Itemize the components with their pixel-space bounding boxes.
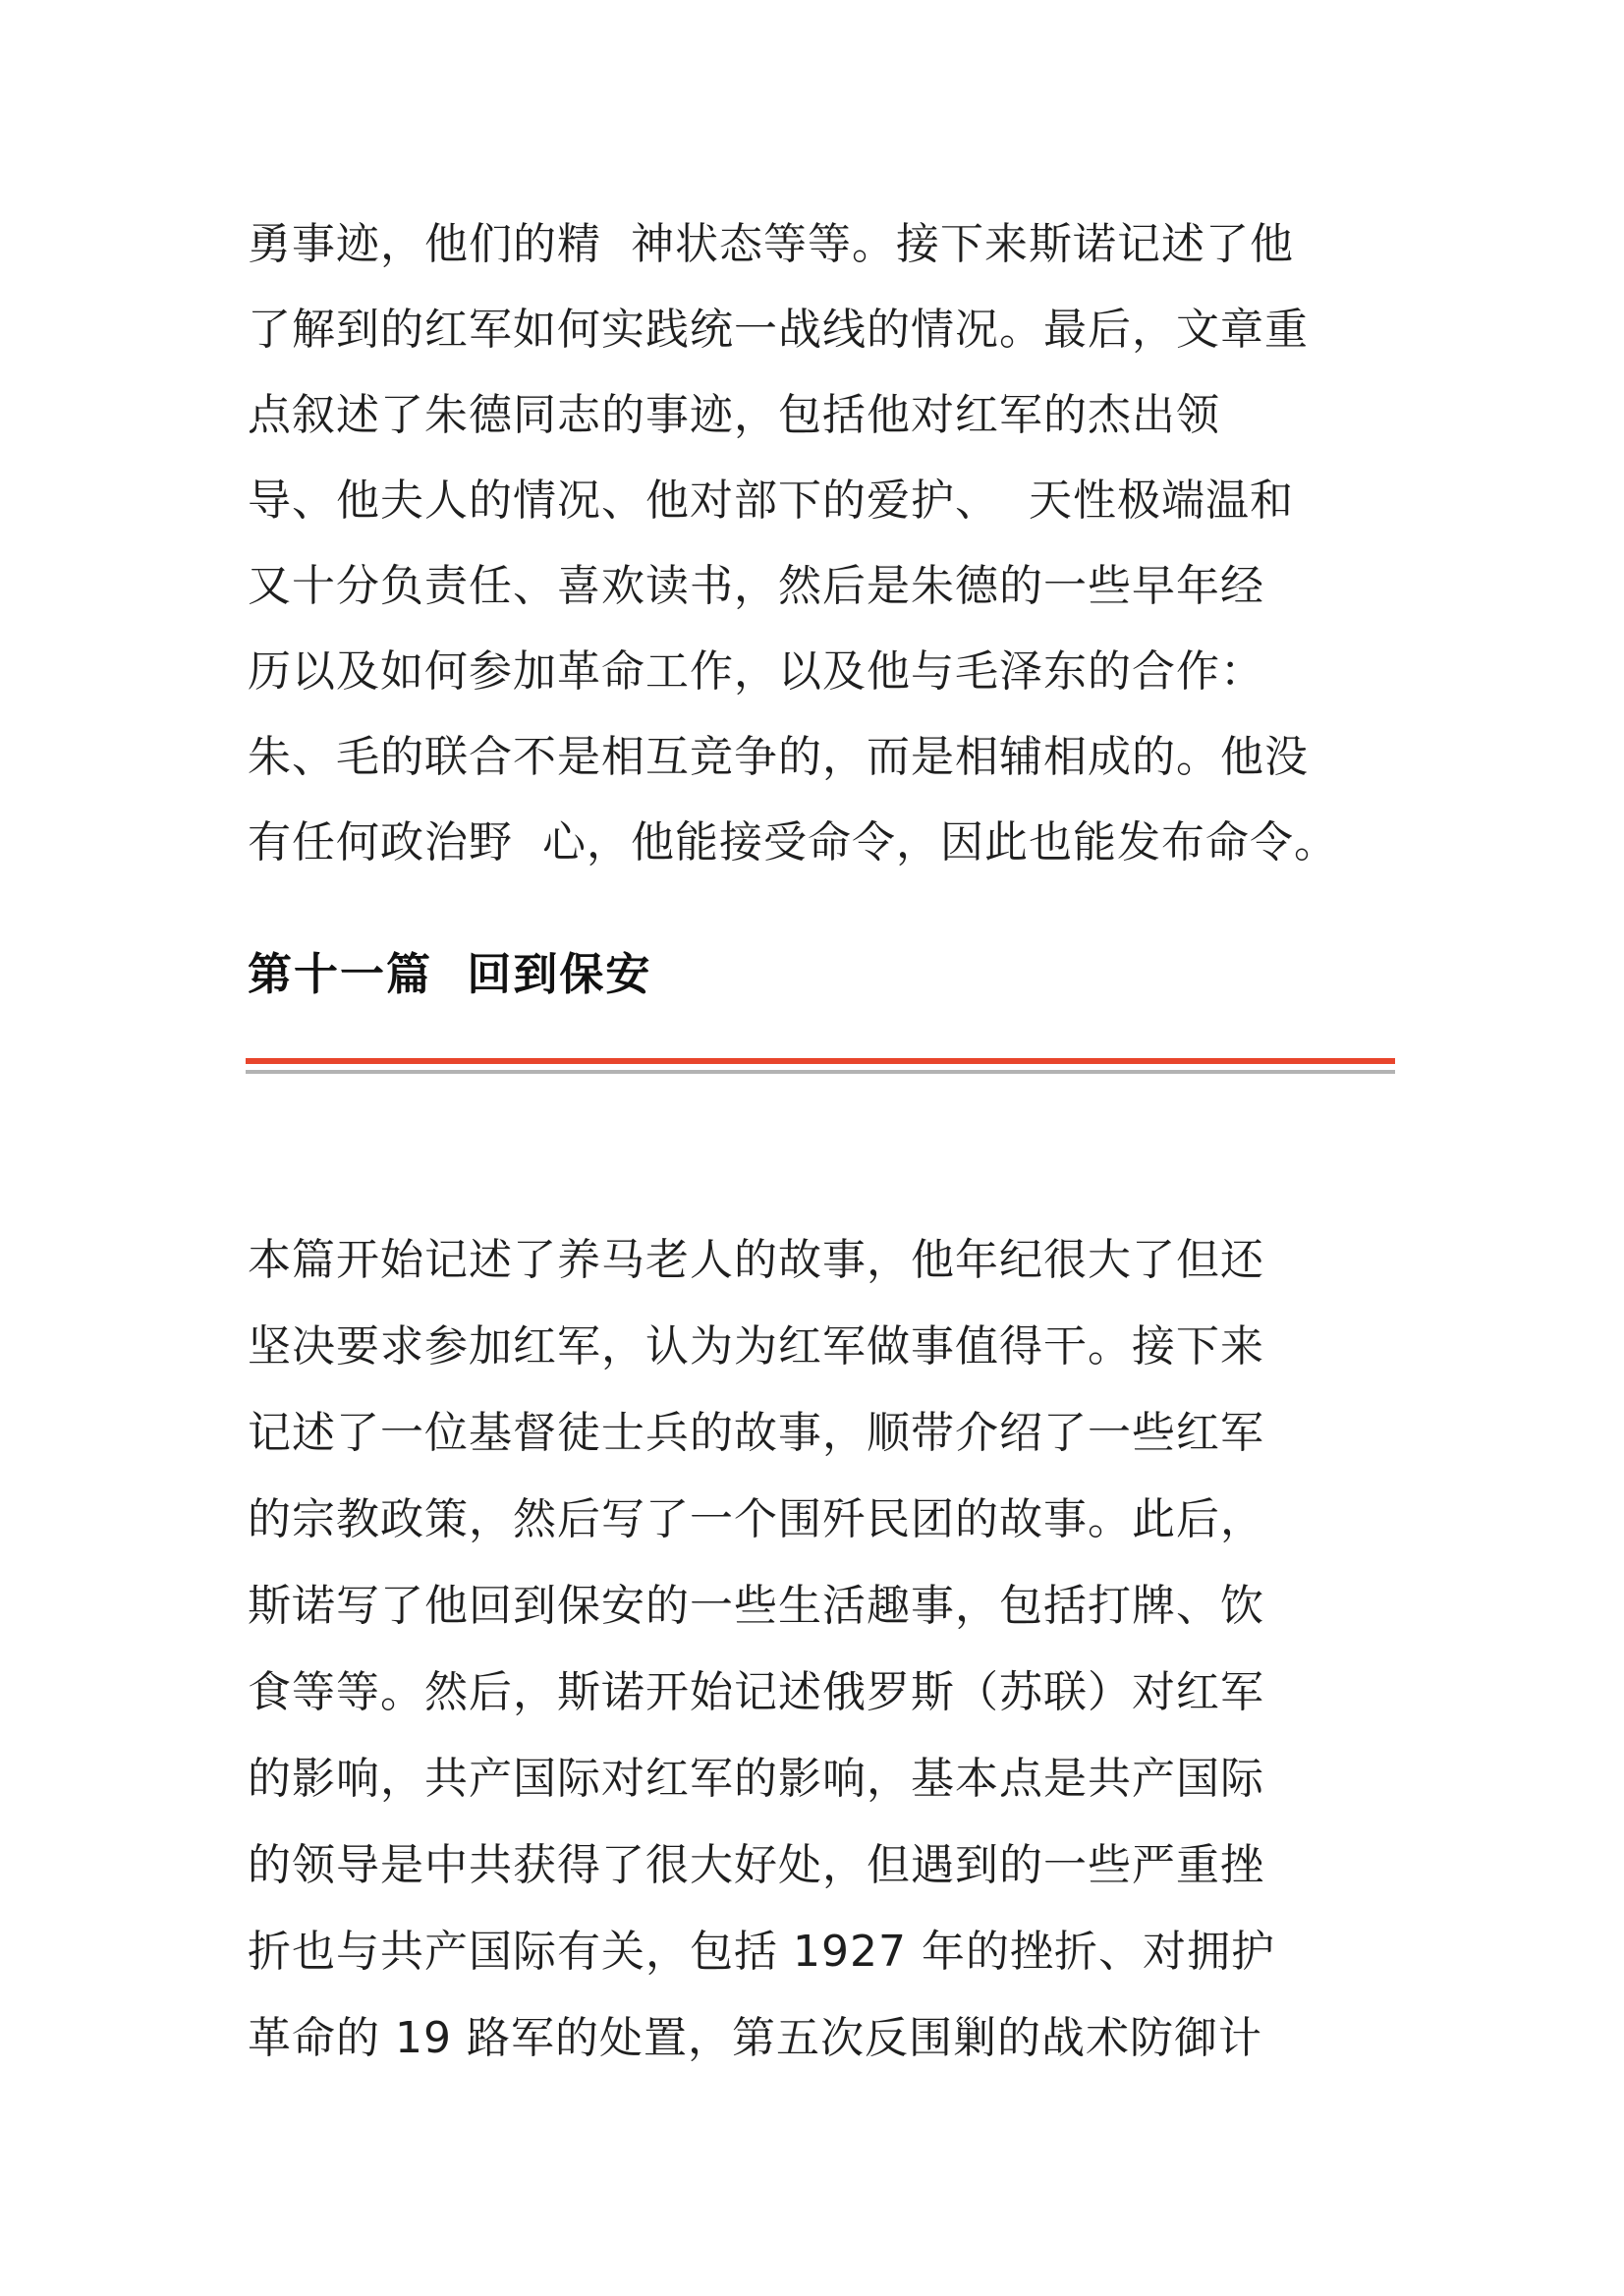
text-line: 导、他夫人的情况、他对部下的爱护、 天性极端温和 bbox=[248, 476, 1294, 526]
text-line: 的影响，共产国际对红军的影响，基本点是共产国际 bbox=[248, 1754, 1264, 1804]
text-line: 斯诺写了他回到保安的一些生活趣事，包括打牌、饮 bbox=[248, 1581, 1264, 1631]
heading-divider-red bbox=[246, 1058, 1395, 1064]
text-line: 食等等。然后，斯诺开始记述俄罗斯（苏联）对红军 bbox=[248, 1667, 1264, 1717]
text-line: 又十分负责任、喜欢读书，然后是朱德的一些早年经 bbox=[248, 561, 1264, 611]
section-heading: 第十一篇 回到保安 bbox=[248, 948, 652, 1000]
text-line: 折也与共产国际有关，包括 1927 年的挫折、对拥护 bbox=[248, 1927, 1275, 1977]
text-line: 点叙述了朱德同志的事迹，包括他对红军的杰出领 bbox=[248, 390, 1220, 440]
text-line: 勇事迹，他们的精 神状态等等。接下来斯诺记述了他 bbox=[248, 219, 1294, 269]
text-line: 有任何政治野 心，他能接受命令，因此也能发布命令。 bbox=[248, 817, 1338, 868]
text-line: 了解到的红军如何实践统一战线的情况。最后，文章重 bbox=[248, 305, 1309, 355]
paragraph-return-to-baoan bbox=[248, 1224, 1397, 2089]
text-line: 的宗教政策，然后写了一个围歼民团的故事。此后， bbox=[248, 1494, 1264, 1544]
text-line: 记述了一位基督徒士兵的故事，顺带介绍了一些红军 bbox=[248, 1408, 1264, 1458]
text-line: 坚决要求参加红军，认为为红军做事值得干。接下来 bbox=[248, 1321, 1264, 1372]
text-line: 历以及如何参加革命工作，以及他与毛泽东的合作： bbox=[248, 646, 1264, 697]
text-line: 革命的 19 路军的处置，第五次反围剿的战术防御计 bbox=[248, 2013, 1262, 2063]
text-line: 本篇开始记述了养马老人的故事，他年纪很大了但还 bbox=[248, 1235, 1264, 1285]
heading-divider-gray bbox=[246, 1070, 1395, 1074]
text-line: 的领导是中共获得了很大好处，但遇到的一些严重挫 bbox=[248, 1840, 1264, 1890]
text-line: 朱、毛的联合不是相互竞争的，而是相辅相成的。他没 bbox=[248, 732, 1309, 782]
paragraph-zhu-de bbox=[248, 208, 1397, 892]
